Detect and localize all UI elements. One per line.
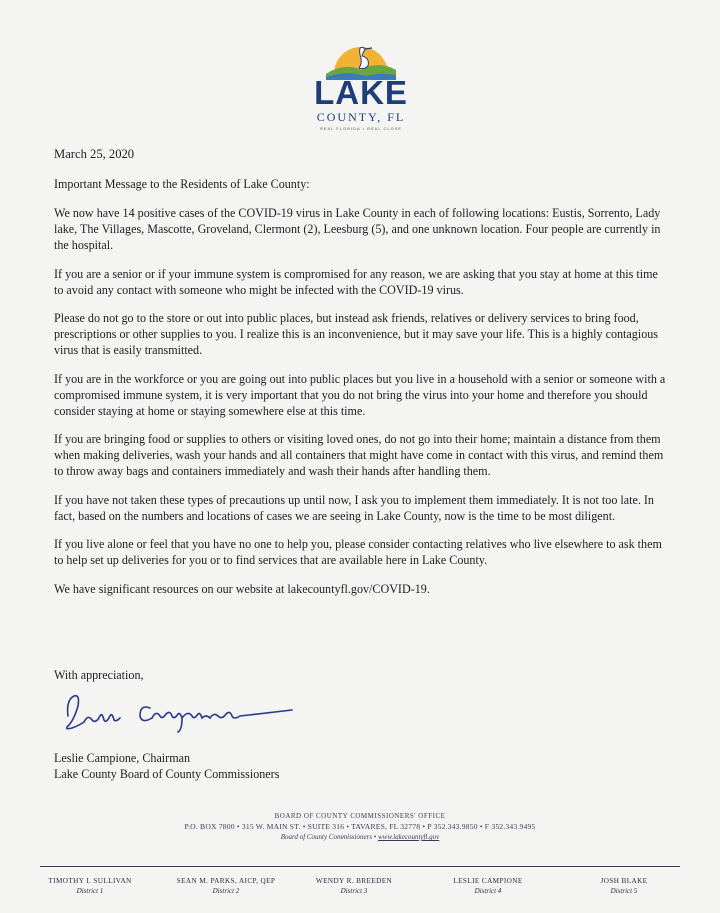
signer-name: Leslie Campione, Chairman xyxy=(54,751,191,765)
paragraph-resources: We have significant resources on our website at lakecountyfl.gov/COVID-19. xyxy=(54,581,430,596)
footer-divider xyxy=(40,866,680,867)
office-footer xyxy=(0,811,720,842)
logo-tagline: REAL FLORIDA • REAL CLOSE xyxy=(319,126,403,131)
commissioner-district: District 1 xyxy=(76,887,104,895)
handwritten-signature xyxy=(60,686,300,736)
commissioner-name: SEAN M. PARKS, AICP, QEP xyxy=(176,877,276,885)
paragraph-seniors: If you are a senior or if your immune system is compromised for any reason, we are asking that you stay at home at this time to avoid any contact with someone who might be infected with the COVID-19 virus. xyxy=(54,266,658,297)
commissioner-item xyxy=(418,876,558,896)
commissioner-name: JOSH BLAKE xyxy=(600,877,648,885)
paragraph-case-count: We now have 14 positive cases of the COVID-19 virus in Lake County in each of following locations: Eustis, Sorrento, Lady lake, The Villages, Mascotte, Groveland, Clermont (2), Leesburg (5), and one unknown location. Four people are currently in the hospital. xyxy=(54,206,661,252)
commissioner-name: WENDY R. BREEDEN xyxy=(315,877,393,885)
paragraph-precautions: If you have not taken these types of precautions up until now, I ask you to implement them immediately. It is not too late. In fact, based on the numbers and locations of cases we are seeing in Lake County, now is the time to be most diligent. xyxy=(54,492,654,523)
commissioner-district: District 2 xyxy=(212,887,240,895)
website-link[interactable]: www.lakecountyfl.gov xyxy=(377,833,440,841)
paragraph-live-alone: If you live alone or feel that you have no one to help you, please consider contacting relatives who live elsewhere to ask them to help set up deliveries for you or to find services that are available here in Lake County. xyxy=(54,537,662,567)
commissioner-name: LESLIE CAMPIONE xyxy=(453,877,523,885)
office-subline xyxy=(0,832,720,842)
commissioner-district: District 5 xyxy=(610,887,638,895)
logo-wordmark: LAKE xyxy=(314,74,408,111)
paragraph-workforce: If you are in the workforce or you are going out into public places but you live in a household with a senior or someone with a compromised immune system, it is very important that you do not bring the virus into your home and therefore you should consider staying at home or staying somewhere else at this time. xyxy=(54,371,666,418)
letter-greeting: Important Message to the Residents of Lake County: xyxy=(54,177,310,191)
signer-block xyxy=(54,750,279,782)
letter-body xyxy=(54,176,670,609)
commissioner-district: District 4 xyxy=(474,887,502,895)
commissioner-name: TIMOTHY I. SULLIVAN xyxy=(48,877,132,885)
commissioner-item xyxy=(156,876,296,896)
commissioner-item xyxy=(20,876,160,896)
commissioner-item xyxy=(284,876,424,896)
letter-date: March 25, 2020 xyxy=(54,147,135,161)
closing-line: With appreciation, xyxy=(54,668,144,682)
signer-organization: Lake County Board of County Commissioners xyxy=(54,767,280,781)
commissioner-district: District 3 xyxy=(340,887,368,895)
paragraph-public-places: Please do not go to the store or out into public places, but instead ask friends, relatives or delivery services to bring food, prescriptions or other supplies to you. I realize this is an inconvenience, but it may save your life. This is a highly contagious virus that is easily transmitted. xyxy=(54,311,658,357)
office-title: BOARD OF COUNTY COMMISSIONERS' OFFICE xyxy=(274,812,446,820)
logo-county: COUNTY, FL xyxy=(316,110,406,124)
lake-county-logo xyxy=(296,40,426,140)
office-address: P.O. BOX 7800 • 315 W. MAIN ST. • SUITE 316 • TAVARES, FL 32778 • P 352.343.9850 • F 352.343.9495 xyxy=(184,822,536,831)
office-sub-label: Board of County Commissioners • xyxy=(280,833,378,841)
paragraph-deliveries: If you are bringing food or supplies to others or visiting loved ones, do not go into their home; maintain a distance from them when making deliveries, wash your hands and all containers that might have come in contact with this virus, and remind them to throw away bags and containers immediately and wash their hands after handling them. xyxy=(54,432,664,478)
commissioner-item xyxy=(554,876,694,896)
